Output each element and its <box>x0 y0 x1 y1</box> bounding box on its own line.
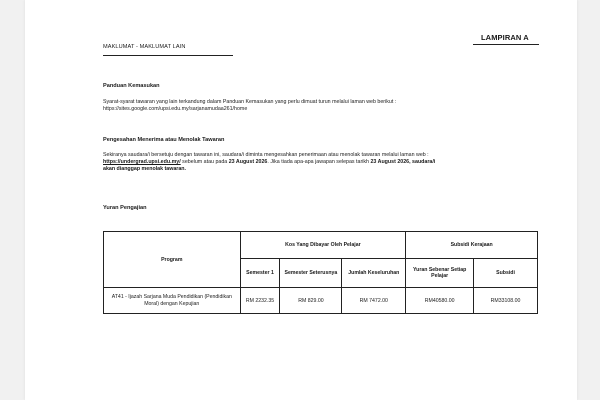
cell-sem-seterusnya: RM 829.00 <box>280 288 342 314</box>
panduan-text <box>103 99 523 113</box>
fees-table <box>103 231 538 314</box>
col-header-jumlah: Jumlah Keseluruhan <box>342 259 406 288</box>
pengesahan-line-1: Sekiranya saudara/i bersetuju dengan tawaran ini, saudara/i diminta mengesahkan penerimaan atau menolak tawaran melalui laman web : <box>103 152 429 158</box>
col-header-program: Program <box>104 232 241 288</box>
deadline-date-2: 23 August 2026, saudara/i <box>370 159 436 165</box>
cell-yuran-sebenar: RM40580.00 <box>406 288 474 314</box>
pengesahan-warning: akan dianggap menolak tawaran. <box>103 166 187 172</box>
pengesahan-text-a: sebelum atau pada <box>180 159 229 165</box>
col-group-kos: Kos Yang Dibayar Oleh Pelajar <box>240 232 406 259</box>
cell-sem1: RM 2232.35 <box>240 288 280 314</box>
maklumat-underline <box>103 55 233 56</box>
pengesahan-line-3 <box>103 166 523 173</box>
cell-subsidi: RM33108.00 <box>474 288 538 314</box>
pengesahan-heading: Pengesahan Menerima atau Menolak Tawaran <box>103 137 225 143</box>
document-page <box>25 0 577 400</box>
pengesahan-text <box>103 152 523 173</box>
pengesahan-link[interactable]: https://undergrad.upsi.edu.my/ <box>103 159 181 165</box>
table-row <box>104 288 538 314</box>
section-title-maklumat: MAKLUMAT - MAKLUMAT LAIN <box>103 44 186 50</box>
cell-program: AT41 - Ijazah Sarjana Muda Pendidikan (Pendidikan Moral) dengan Kepujian <box>104 288 241 314</box>
col-header-subsidi: Subsidi <box>474 259 538 288</box>
deadline-date-1: 23 August 2026 <box>228 159 268 165</box>
panduan-heading: Panduan Kemasukan <box>103 83 160 89</box>
col-header-yuran-sebenar: Yuran Sebenar Setiap Pelajar <box>406 259 474 288</box>
lampiran-label: LAMPIRAN A <box>481 33 529 42</box>
col-group-subsidi: Subsidi Kerajaan <box>406 232 538 259</box>
col-header-sem-seterusnya: Semester Seterusnya <box>280 259 342 288</box>
lampiran-underline <box>473 44 539 45</box>
col-header-sem1: Semester 1 <box>240 259 280 288</box>
fees-header-row-1 <box>104 232 538 259</box>
panduan-line-1: Syarat-syarat tawaran yang lain terkandung dalam Panduan Kemasukan yang perlu dimuat turun melalui laman web berikut : <box>103 99 397 105</box>
yuran-heading: Yuran Pengajian <box>103 205 147 211</box>
panduan-link[interactable]: https://sites.google.com/upsi.edu.my/sarjanamudaa261/home <box>103 106 248 112</box>
pengesahan-line-2 <box>103 159 523 166</box>
pengesahan-text-b: . Jika tiada apa-apa jawapan selepas tarikh <box>267 159 371 165</box>
cell-jumlah: RM 7472.00 <box>342 288 406 314</box>
